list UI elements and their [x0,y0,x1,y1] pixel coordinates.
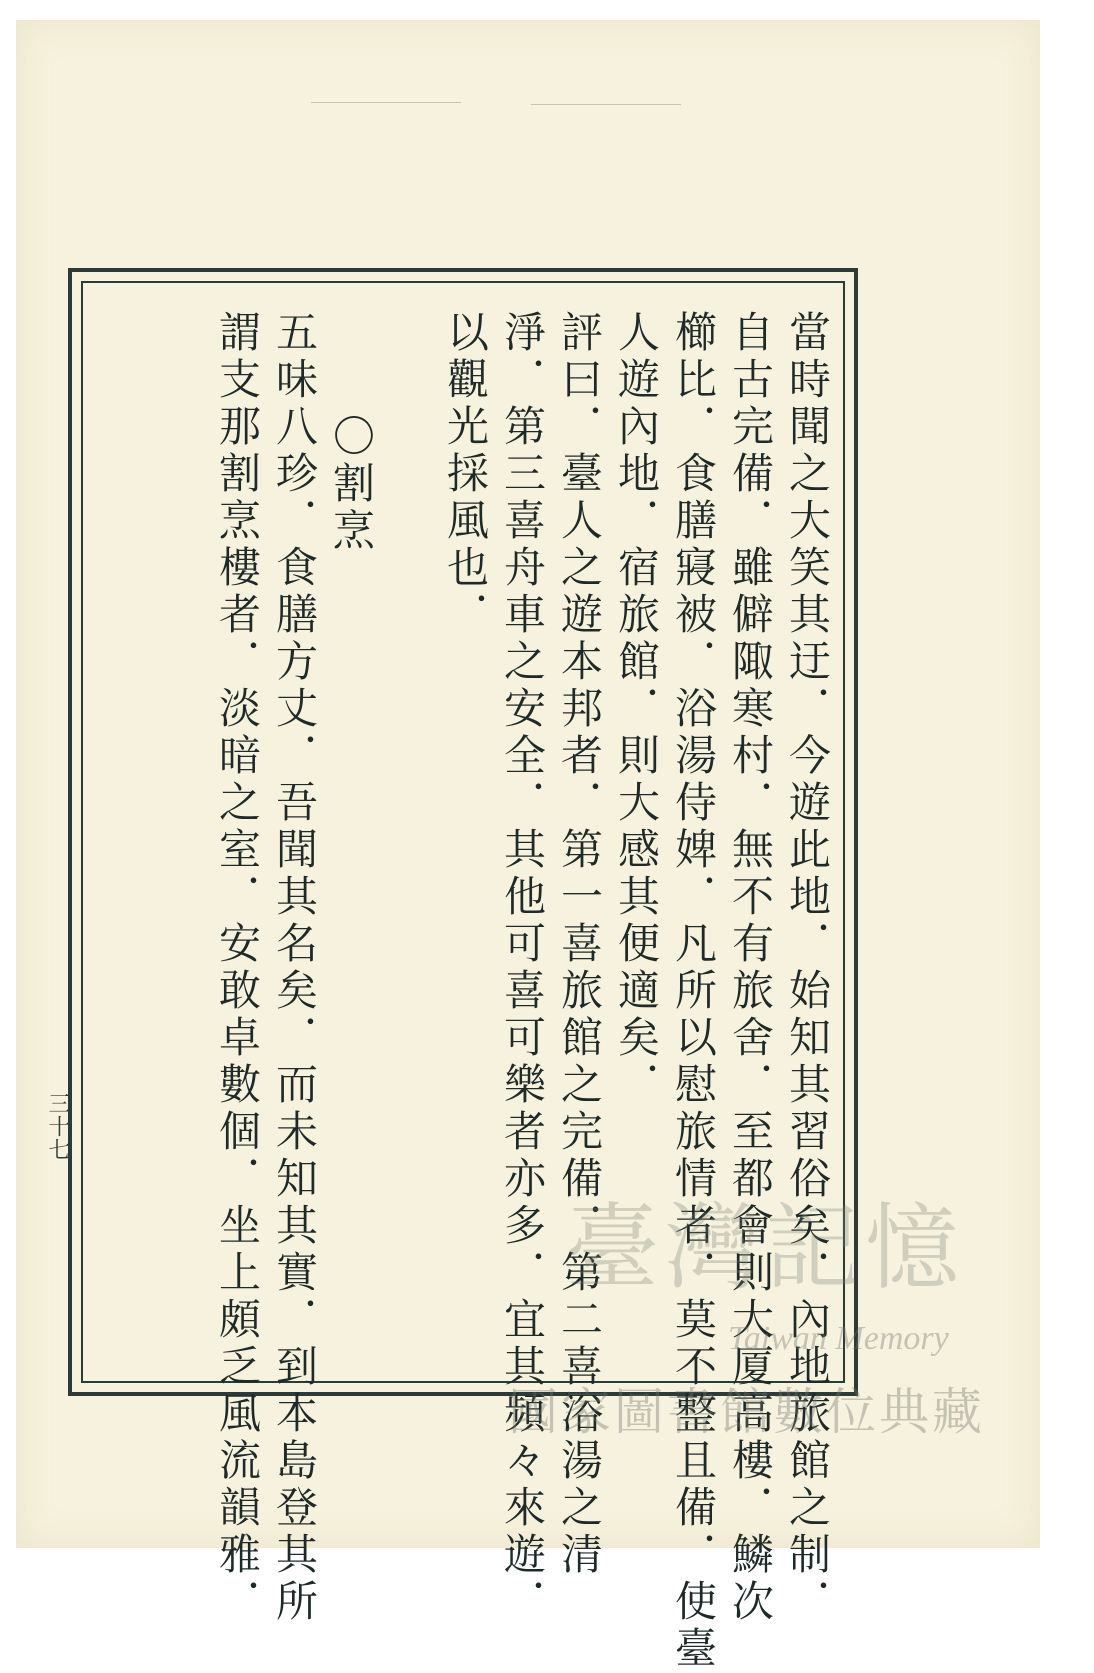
page-number: 三十七 [45,1092,70,1161]
watermark-chinese: 臺灣記憶 [565,1194,966,1303]
text-column: 五味八珍．食膳方丈．吾聞其名矣．而未知其實．到本島登其所 [270,310,319,1626]
text-column: 評曰．臺人之遊本邦者．第一喜旅館之完備．第二喜浴湯之清 [555,310,604,1579]
text-column: 以觀光採風也． [441,310,490,639]
text-column: 自古完備．雖僻陬寒村．無不有旅舍．至都會則大厦高樓．鱗次 [726,310,775,1626]
top-edge-mark [531,104,681,105]
text-column: 謂支那割烹樓者．淡暗之室．安敢卓數個．坐上頗乏風流韻雅． [213,310,262,1626]
text-column: 人遊內地．宿旅館．則大感其便適矣． [612,310,661,1109]
text-column: 淨．第三喜舟車之安全．其他可喜可樂者亦多．宜其頻々來遊． [498,310,547,1626]
section-heading: 〇割烹 [327,414,376,555]
top-edge-mark [311,102,461,103]
text-column: 櫛比．食膳寢被．浴湯侍婢．凡所以慰旅情者．莫不整且備．使臺 [669,310,718,1673]
text-column: 當時聞之大笑其迂．今遊此地．始知其習俗矣．內地旅館之制． [783,310,832,1626]
watermark-english: Taiwan Memory [728,1320,949,1357]
watermark-library: 國家圖書館數位典藏 [508,1383,985,1441]
